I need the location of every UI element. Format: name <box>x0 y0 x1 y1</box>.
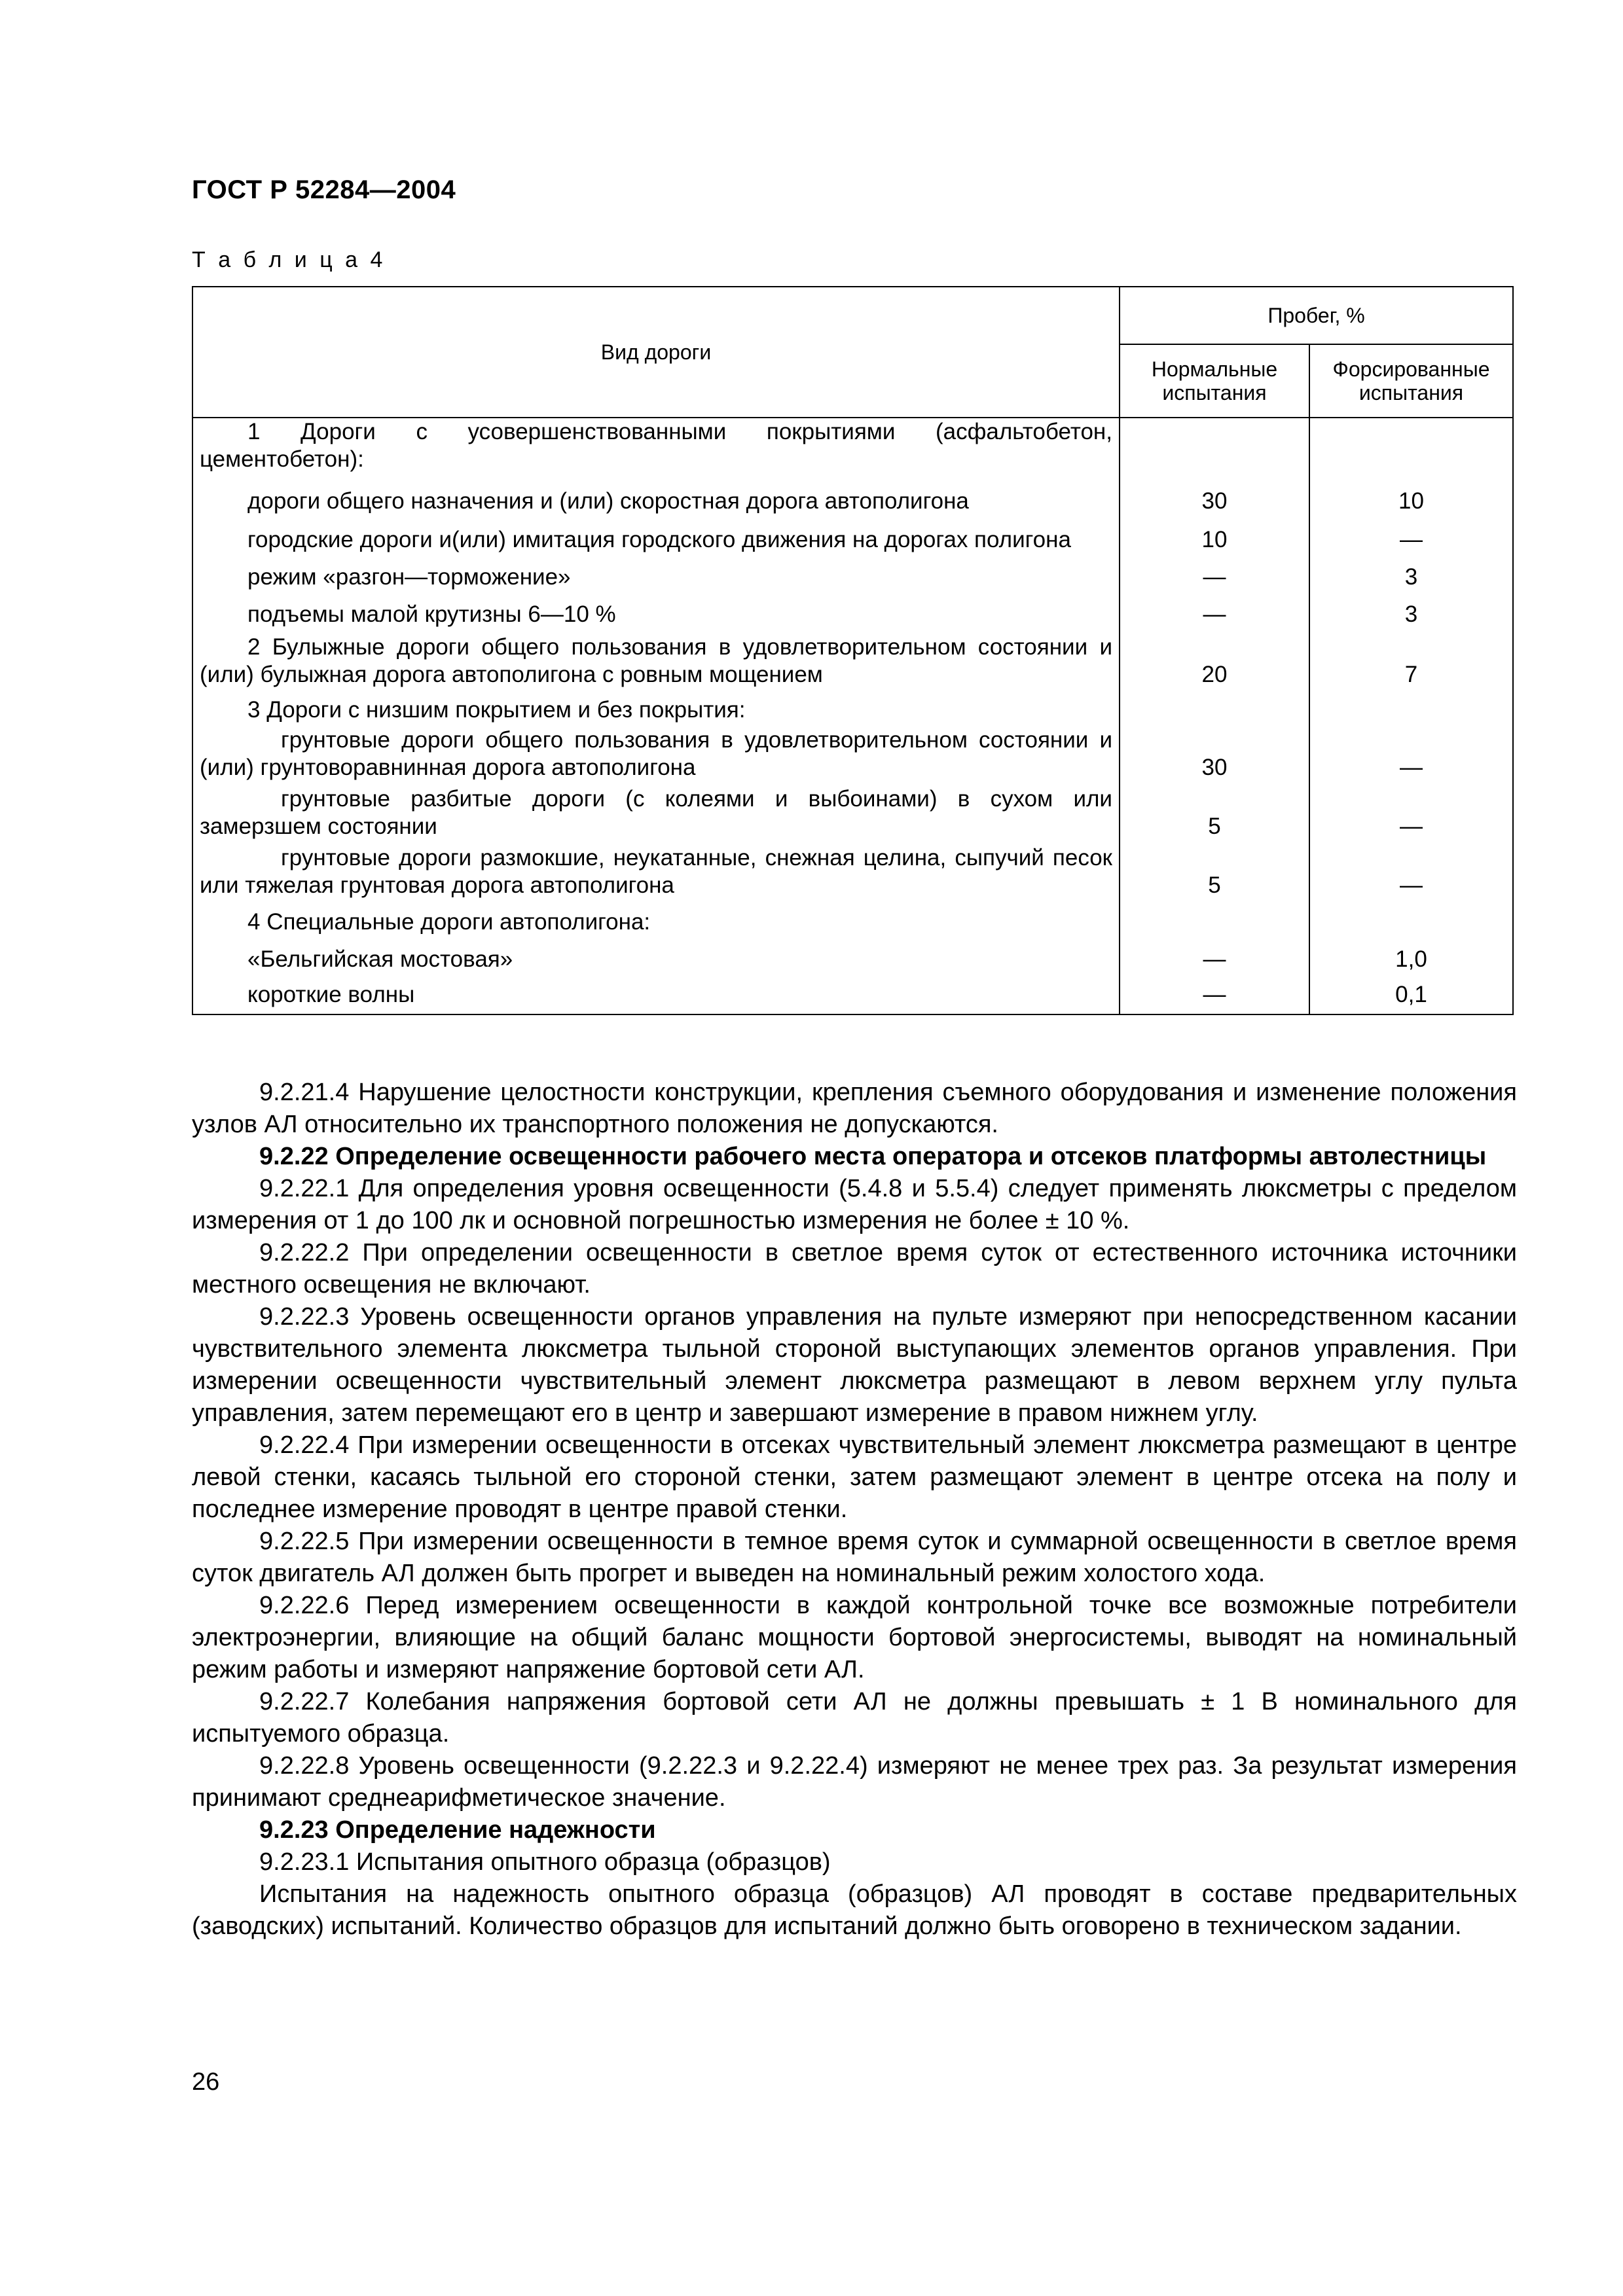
table-row <box>192 634 1513 696</box>
table-row <box>192 559 1513 596</box>
paragraph: 9.2.22.2 При определении освещенности в светлое время суток от естественного источника источники местного освещения не включают. <box>192 1239 1517 1299</box>
section-heading: 9.2.23 Определение надежности <box>259 1816 656 1844</box>
normal-value-cell <box>1120 903 1309 941</box>
road-description-cell: городские дороги и(или) имитация городского движения на дорогах полигона <box>192 522 1120 559</box>
road-description-cell: дороги общего назначения и (или) скоростная дорога автополигона <box>192 482 1120 522</box>
forced-value-cell <box>1309 418 1513 482</box>
normal-value-cell: 5 <box>1120 785 1309 844</box>
forced-value-cell: 10 <box>1309 482 1513 522</box>
normal-value-cell: — <box>1120 596 1309 634</box>
paragraph: 9.2.21.4 Нарушение целостности конструкции, крепления съемного оборудования и изменение положения узлов АЛ относительно их транспортного положения не допускаются. <box>192 1079 1517 1138</box>
header-normal-tests: Нормальные испытания <box>1120 344 1309 418</box>
page-number: 26 <box>192 2068 220 2096</box>
header-run: Пробег, % <box>1120 287 1513 344</box>
normal-value-cell: 5 <box>1120 844 1309 903</box>
section-heading: 9.2.22 Определение освещенности рабочего места оператора и отсеков платформы автолестницы <box>259 1143 1487 1170</box>
header-road-type: Вид дороги <box>192 287 1120 418</box>
normal-value-cell: 30 <box>1120 482 1309 522</box>
forced-value-cell: — <box>1309 785 1513 844</box>
paragraph: 9.2.22.8 Уровень освещенности (9.2.22.3 и 9.2.22.4) измеряют не менее трех раз. За результат измерения принимают среднеарифметическое значение. <box>192 1752 1517 1812</box>
normal-value-cell: — <box>1120 559 1309 596</box>
normal-value-cell <box>1120 696 1309 726</box>
normal-value-cell: 30 <box>1120 726 1309 785</box>
road-mileage-table <box>192 286 1514 1015</box>
paragraph: 9.2.23.1 Испытания опытного образца (образцов) <box>259 1848 831 1876</box>
forced-value-cell: 7 <box>1309 634 1513 696</box>
forced-value-cell: 1,0 <box>1309 941 1513 978</box>
road-description-cell: грунтовые разбитые дороги (с колеями и выбоинами) в сухом или замерзшем состоянии <box>192 785 1120 844</box>
road-description-cell: короткие волны <box>192 978 1120 1014</box>
document-header: ГОСТ Р 52284—2004 <box>192 175 456 204</box>
table-row <box>192 522 1513 559</box>
paragraph: Испытания на надежность опытного образца (образцов) АЛ проводят в составе предварительных (заводских) испытаний. Количество образцов для испытаний должно быть оговорено в техническом задании. <box>192 1880 1517 1940</box>
normal-value-cell: — <box>1120 941 1309 978</box>
forced-value-cell <box>1309 903 1513 941</box>
table-caption: Т а б л и ц а 4 <box>192 247 386 272</box>
normal-value-cell: 10 <box>1120 522 1309 559</box>
forced-value-cell: — <box>1309 522 1513 559</box>
table-row <box>192 903 1513 941</box>
paragraph: 9.2.22.5 При измерении освещенности в темное время суток и суммарной освещенности в светлое время суток двигатель АЛ должен быть прогрет и выведен на номинальный режим холостого хода. <box>192 1528 1517 1587</box>
table-row <box>192 941 1513 978</box>
table-row <box>192 726 1513 785</box>
forced-value-cell: 3 <box>1309 559 1513 596</box>
header-forced-tests: Форсированные испытания <box>1309 344 1513 418</box>
table-row <box>192 785 1513 844</box>
forced-value-cell: 3 <box>1309 596 1513 634</box>
paragraph: 9.2.22.4 При измерении освещенности в отсеках чувствительный элемент люксметра размещают в центре левой стенки, касаясь тыльной его стороной стенки, затем размещают элемент в центре отсека на полу и последнее измерение проводят в центре правой стенки. <box>192 1431 1517 1523</box>
table-row <box>192 482 1513 522</box>
road-description-cell: 3 Дороги с низшим покрытием и без покрытия: <box>192 696 1120 726</box>
table-row <box>192 844 1513 903</box>
road-description-cell: 4 Специальные дороги автополигона: <box>192 903 1120 941</box>
normal-value-cell: 20 <box>1120 634 1309 696</box>
forced-value-cell: — <box>1309 844 1513 903</box>
road-description-cell: подъемы малой крутизны 6—10 % <box>192 596 1120 634</box>
table-row <box>192 978 1513 1014</box>
forced-value-cell: 0,1 <box>1309 978 1513 1014</box>
table-row <box>192 418 1513 482</box>
normal-value-cell: — <box>1120 978 1309 1014</box>
road-description-cell: 1 Дороги с усовершенствованными покрытиями (асфальтобетон, цементобетон): <box>192 418 1120 482</box>
road-description-cell: 2 Булыжные дороги общего пользования в удовлетворительном состоянии и (или) булыжная дорога автополигона с ровным мощением <box>192 634 1120 696</box>
road-description-cell: «Бельгийская мостовая» <box>192 941 1120 978</box>
table-row <box>192 596 1513 634</box>
paragraph: 9.2.22.1 Для определения уровня освещенности (5.4.8 и 5.5.4) следует применять люксметры с пределом измерения от 1 до 100 лк и основной погрешностью измерения не более ± 10 %. <box>192 1175 1517 1234</box>
road-description-cell: режим «разгон—торможение» <box>192 559 1120 596</box>
forced-value-cell <box>1309 696 1513 726</box>
table-body <box>192 418 1513 1014</box>
paragraph: 9.2.22.3 Уровень освещенности органов управления на пульте измеряют при непосредственном касании чувствительного элемента люксметра тыльной стороной выступающих элементов органов управления. При измерении освещенности чувствительный элемент люксметра размещают в левом верхнем углу пульта управления, затем перемещают его в центр и завершают измерение в правом нижнем углу. <box>192 1303 1517 1427</box>
road-table-container <box>192 286 1512 1015</box>
road-description-cell: грунтовые дороги общего пользования в удовлетворительном состоянии и (или) грунтоворавнинная дорога автополигона <box>192 726 1120 785</box>
normal-value-cell <box>1120 418 1309 482</box>
paragraph: 9.2.22.7 Колебания напряжения бортовой сети АЛ не должны превышать ± 1 В номинального для испытуемого образца. <box>192 1688 1517 1748</box>
table-row <box>192 696 1513 726</box>
road-description-cell: грунтовые дороги размокшие, неукатанные, снежная целина, сыпучий песок или тяжелая грунтовая дорога автополигона <box>192 844 1120 903</box>
paragraph: 9.2.22.6 Перед измерением освещенности в каждой контрольной точке все возможные потребители электроэнергии, влияющие на общий баланс мощности бортовой энергосистемы, выводят на номинальный режим работы и измеряют напряжение бортовой сети АЛ. <box>192 1592 1517 1683</box>
forced-value-cell: — <box>1309 726 1513 785</box>
body-text <box>192 1077 1517 1943</box>
